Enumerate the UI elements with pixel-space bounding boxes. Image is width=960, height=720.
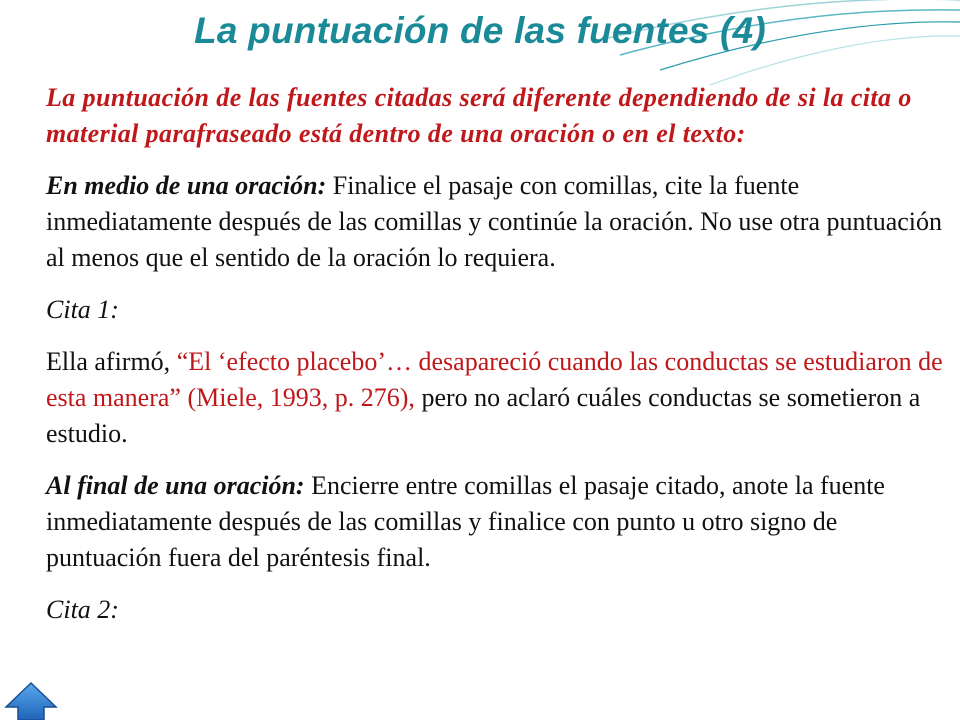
end-sentence-term: Al final de una oración: [46, 471, 305, 500]
home-arrow-icon[interactable] [4, 680, 58, 720]
slide-body [46, 80, 946, 644]
intro-paragraph: La puntuación de las fuentes citadas será diferente dependiendo de si la cita o material parafraseado está dentro de una oración o en el texto: [46, 83, 912, 148]
middle-sentence-term: En medio de una oración: [46, 171, 327, 200]
end-sentence-paragraph [46, 468, 946, 576]
cita-1-quote: “El ‘efecto placebo’… desapareció cuando las conductas se estudiaron de esta manera” (Miele, 1993, p. 276), [46, 347, 943, 412]
middle-sentence-paragraph [46, 168, 946, 276]
slide-title: La puntuación de las fuentes (4) [194, 10, 766, 51]
cita-2-label: Cita 2: [46, 595, 119, 624]
end-sentence-text: Encierre entre comillas el pasaje citado, anote la fuente inmediatamente después de las comillas y finalice con punto u otro signo de puntuación fuera del paréntesis final. [46, 471, 885, 572]
cita-1-label: Cita 1: [46, 295, 119, 324]
cita-1-example [46, 344, 946, 452]
middle-sentence-text: Finalice el pasaje con comillas, cite la fuente inmediatamente después de las comillas y continúe la oración. No use otra puntuación al menos que el sentido de la oración lo requiera. [46, 171, 943, 272]
cita-1-lead: Ella afirmó, [46, 347, 177, 376]
cita-1-trail: pero no aclaró cuáles conductas se sometieron a estudio. [46, 383, 921, 448]
